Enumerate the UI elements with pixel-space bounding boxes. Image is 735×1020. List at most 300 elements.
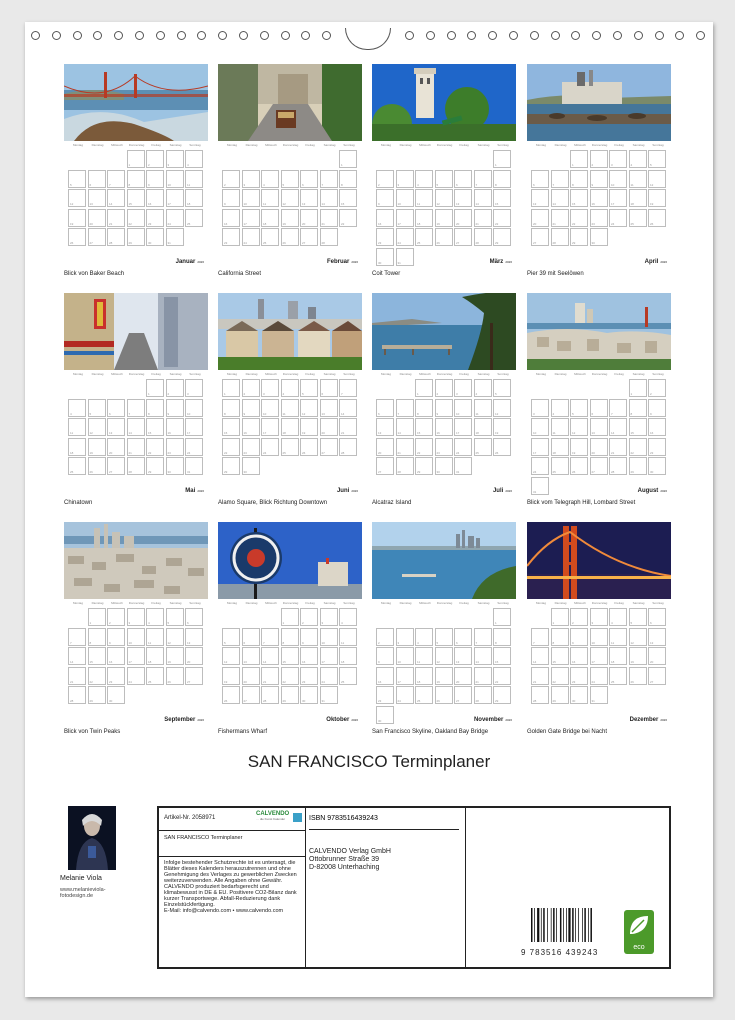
day-number: 22 bbox=[552, 679, 556, 684]
weekday-label: Dienstag bbox=[554, 372, 567, 376]
day-number: 15 bbox=[224, 431, 228, 435]
barcode-bar bbox=[543, 908, 545, 942]
month-photo bbox=[64, 64, 208, 141]
day-number: 13 bbox=[187, 640, 191, 645]
day-cell bbox=[261, 189, 279, 207]
day-cell bbox=[320, 189, 338, 207]
day-number: 25 bbox=[282, 450, 286, 455]
day-number: 12 bbox=[224, 660, 228, 664]
binding-ring bbox=[530, 31, 539, 40]
day-cell bbox=[242, 399, 260, 417]
day-number: 1 bbox=[495, 621, 497, 625]
day-number: 26 bbox=[282, 241, 286, 245]
day-number: 27 bbox=[591, 470, 595, 474]
weekday-label: Mittwoch bbox=[419, 601, 431, 605]
month-photo bbox=[372, 522, 516, 599]
day-cell bbox=[300, 686, 318, 704]
weekday-label: Freitag bbox=[151, 601, 161, 605]
day-cell bbox=[590, 628, 608, 646]
day-cell bbox=[531, 477, 549, 495]
day-number: 5 bbox=[436, 640, 439, 645]
photo-caption: Pier 39 mit Seelöwen bbox=[527, 271, 584, 277]
day-number: 6 bbox=[89, 182, 92, 187]
month-year: 2026 bbox=[505, 260, 512, 264]
day-number: 14 bbox=[533, 660, 537, 664]
weekday-label: Mittwoch bbox=[111, 601, 123, 605]
day-number: 22 bbox=[128, 221, 132, 226]
day-cell bbox=[376, 228, 394, 246]
day-number: 14 bbox=[611, 431, 615, 435]
day-number: 12 bbox=[70, 202, 74, 206]
day-number: 20 bbox=[243, 679, 247, 684]
binding-ring bbox=[177, 31, 186, 40]
weekday-label: Donnerstag bbox=[591, 372, 608, 376]
day-cell bbox=[570, 209, 588, 227]
day-number: 2 bbox=[436, 392, 439, 396]
day-cell bbox=[648, 628, 666, 646]
day-number: 30 bbox=[302, 699, 306, 703]
day-number: 7 bbox=[397, 411, 400, 416]
day-number: 5 bbox=[650, 163, 652, 167]
weekday-label: Montag bbox=[72, 601, 83, 605]
day-cell bbox=[570, 150, 588, 168]
day-cell bbox=[609, 608, 627, 626]
day-number: 17 bbox=[243, 221, 247, 226]
day-number: 26 bbox=[70, 241, 74, 245]
day-cell bbox=[570, 608, 588, 626]
weekday-label: Samstag bbox=[477, 372, 490, 376]
day-number: 17 bbox=[187, 431, 191, 435]
barcode-bar bbox=[537, 908, 539, 942]
day-number: 4 bbox=[417, 182, 419, 187]
day-number: 31 bbox=[321, 699, 325, 703]
day-cell bbox=[222, 228, 240, 246]
day-number: 12 bbox=[495, 411, 499, 416]
day-cell bbox=[185, 457, 203, 475]
imprint-calendar-title: SAN FRANCISCO Terminplaner bbox=[164, 835, 243, 841]
day-number: 23 bbox=[436, 450, 440, 455]
day-number: 9 bbox=[572, 640, 574, 645]
day-cell bbox=[68, 628, 86, 646]
weekday-label: Donnerstag bbox=[436, 601, 453, 605]
day-number: 21 bbox=[70, 679, 74, 684]
day-number: 7 bbox=[70, 640, 72, 645]
day-cell bbox=[107, 228, 125, 246]
photo-caption: Fishermans Wharf bbox=[218, 729, 268, 735]
day-cell bbox=[222, 647, 240, 665]
day-number: 28 bbox=[552, 241, 556, 245]
day-number: 5 bbox=[89, 411, 92, 416]
day-number: 14 bbox=[552, 202, 556, 206]
month-year: 2026 bbox=[197, 718, 204, 722]
day-cell bbox=[185, 150, 203, 168]
day-number: 18 bbox=[70, 450, 74, 455]
day-cell bbox=[261, 647, 279, 665]
day-number: 9 bbox=[148, 182, 150, 187]
day-number: 12 bbox=[436, 202, 440, 206]
weekday-label: Mittwoch bbox=[265, 372, 277, 376]
publisher-city: D-82008 Unterhaching bbox=[309, 864, 380, 871]
day-cell bbox=[493, 608, 511, 626]
day-cell bbox=[474, 379, 492, 397]
day-cell bbox=[107, 209, 125, 227]
day-number: 4 bbox=[611, 621, 613, 625]
weekday-label: Freitag bbox=[614, 372, 624, 376]
weekday-header bbox=[218, 372, 362, 378]
day-cell bbox=[629, 150, 647, 168]
day-cell bbox=[320, 209, 338, 227]
day-cell bbox=[88, 438, 106, 456]
weekday-label: Montag bbox=[535, 143, 546, 147]
day-number: 20 bbox=[89, 221, 93, 226]
day-number: 24 bbox=[611, 221, 615, 226]
day-cell bbox=[570, 189, 588, 207]
day-number: 10 bbox=[167, 182, 171, 187]
day-cell bbox=[107, 457, 125, 475]
day-number: 29 bbox=[572, 241, 576, 245]
day-number: 22 bbox=[630, 450, 634, 455]
barcode-bar bbox=[582, 908, 583, 942]
day-number: 15 bbox=[417, 431, 421, 435]
day-cell bbox=[281, 228, 299, 246]
day-number: 10 bbox=[533, 431, 537, 435]
day-cell bbox=[222, 170, 240, 188]
day-cell bbox=[590, 608, 608, 626]
weekday-label: Donnerstag bbox=[591, 601, 608, 605]
weekday-label: Samstag bbox=[323, 372, 336, 376]
day-cell bbox=[146, 438, 164, 456]
day-number: 20 bbox=[187, 660, 191, 664]
day-cell bbox=[493, 399, 511, 417]
weekday-label: Freitag bbox=[459, 372, 469, 376]
month-photo bbox=[64, 522, 208, 599]
day-number: 30 bbox=[109, 699, 113, 703]
day-cell bbox=[127, 418, 145, 436]
day-cell bbox=[531, 418, 549, 436]
day-number: 4 bbox=[417, 640, 419, 645]
artist-website: www.melanieviola- fotodesign.de bbox=[60, 887, 106, 899]
day-cell bbox=[570, 647, 588, 665]
day-cell bbox=[127, 228, 145, 246]
weekday-label: Samstag bbox=[632, 143, 645, 147]
binding-ring bbox=[467, 31, 476, 40]
day-number: 27 bbox=[378, 470, 382, 474]
day-number: 23 bbox=[148, 221, 152, 226]
day-number: 7 bbox=[475, 640, 478, 645]
day-cell bbox=[127, 189, 145, 207]
day-number: 8 bbox=[282, 640, 285, 645]
day-number: 8 bbox=[630, 411, 633, 416]
weekday-label: Dienstag bbox=[91, 601, 104, 605]
day-cell bbox=[551, 628, 569, 646]
day-cell bbox=[339, 608, 357, 626]
day-number: 12 bbox=[572, 431, 576, 435]
day-number: 20 bbox=[533, 221, 537, 226]
weekday-header bbox=[527, 372, 671, 378]
day-number: 4 bbox=[70, 411, 72, 416]
day-cell bbox=[88, 608, 106, 626]
day-cell bbox=[454, 647, 472, 665]
day-cell bbox=[166, 457, 184, 475]
day-cell bbox=[146, 379, 164, 397]
day-cell bbox=[185, 667, 203, 685]
day-cell bbox=[629, 608, 647, 626]
day-cell bbox=[166, 189, 184, 207]
day-cell bbox=[376, 189, 394, 207]
day-number: 26 bbox=[89, 470, 93, 474]
day-cell bbox=[320, 228, 338, 246]
day-number: 16 bbox=[378, 221, 382, 226]
day-number: 13 bbox=[533, 202, 537, 206]
day-cell bbox=[454, 628, 472, 646]
day-number: 30 bbox=[167, 470, 171, 474]
day-cell bbox=[127, 150, 145, 168]
day-number: 2 bbox=[243, 392, 246, 396]
day-number: 15 bbox=[552, 660, 556, 664]
day-number: 20 bbox=[456, 679, 460, 684]
day-number: 31 bbox=[187, 470, 191, 474]
day-number: 18 bbox=[148, 660, 152, 664]
brand-name: CALVENDO bbox=[256, 811, 290, 817]
day-number: 5 bbox=[167, 621, 170, 625]
day-cell bbox=[281, 170, 299, 188]
day-cell bbox=[185, 647, 203, 665]
day-number: 13 bbox=[302, 202, 306, 206]
day-number: 15 bbox=[148, 431, 152, 435]
day-number: 20 bbox=[302, 221, 306, 226]
day-number: 19 bbox=[436, 221, 440, 226]
day-number: 21 bbox=[552, 221, 556, 226]
day-number: 11 bbox=[417, 660, 421, 664]
weekday-header bbox=[527, 143, 671, 149]
weekday-label: Mittwoch bbox=[265, 143, 277, 147]
day-cell bbox=[629, 170, 647, 188]
day-number: 11 bbox=[475, 411, 479, 416]
day-cell bbox=[376, 399, 394, 417]
day-cell bbox=[107, 189, 125, 207]
month-photo bbox=[527, 522, 671, 599]
day-cell bbox=[474, 209, 492, 227]
day-number: 4 bbox=[263, 182, 265, 187]
day-cell bbox=[68, 228, 86, 246]
day-grid bbox=[222, 150, 358, 250]
day-cell bbox=[590, 150, 608, 168]
day-cell bbox=[281, 686, 299, 704]
day-number: 10 bbox=[263, 411, 267, 416]
day-cell bbox=[261, 399, 279, 417]
day-number: 20 bbox=[650, 660, 654, 664]
day-number: 21 bbox=[321, 221, 325, 226]
day-number: 21 bbox=[263, 679, 267, 684]
day-number: 24 bbox=[167, 221, 171, 226]
day-cell bbox=[222, 438, 240, 456]
day-number: 3 bbox=[456, 392, 458, 396]
day-cell bbox=[493, 379, 511, 397]
day-cell bbox=[590, 189, 608, 207]
day-cell bbox=[88, 418, 106, 436]
day-number: 19 bbox=[167, 660, 171, 664]
weekday-label: Mittwoch bbox=[111, 372, 123, 376]
day-number: 10 bbox=[321, 640, 325, 645]
day-cell bbox=[474, 647, 492, 665]
day-number: 9 bbox=[224, 202, 226, 206]
month-photo bbox=[527, 64, 671, 141]
day-number: 17 bbox=[167, 202, 171, 206]
day-cell bbox=[531, 399, 549, 417]
weekday-label: Dienstag bbox=[245, 601, 258, 605]
day-number: 26 bbox=[436, 241, 440, 245]
day-number: 14 bbox=[475, 660, 479, 664]
day-cell bbox=[127, 608, 145, 626]
day-number: 28 bbox=[341, 450, 345, 455]
isbn: ISBN 9783516439243 bbox=[309, 808, 459, 830]
day-cell bbox=[222, 379, 240, 397]
day-cell bbox=[454, 438, 472, 456]
day-cell bbox=[185, 379, 203, 397]
month-year: 2026 bbox=[660, 489, 667, 493]
day-cell bbox=[648, 209, 666, 227]
weekday-label: Montag bbox=[535, 372, 546, 376]
day-number: 24 bbox=[591, 679, 595, 684]
day-number: 20 bbox=[456, 221, 460, 226]
day-number: 23 bbox=[378, 241, 382, 245]
day-number: 4 bbox=[475, 392, 478, 396]
day-number: 17 bbox=[456, 431, 460, 435]
day-cell bbox=[339, 418, 357, 436]
day-cell bbox=[415, 418, 433, 436]
day-number: 25 bbox=[187, 221, 191, 226]
day-number: 4 bbox=[552, 411, 555, 416]
day-number: 13 bbox=[456, 660, 460, 664]
weekday-header bbox=[527, 601, 671, 607]
weekday-label: Montag bbox=[380, 143, 391, 147]
day-cell bbox=[242, 457, 260, 475]
day-cell bbox=[474, 399, 492, 417]
day-cell bbox=[300, 667, 318, 685]
day-cell bbox=[376, 418, 394, 436]
day-cell bbox=[531, 667, 549, 685]
day-number: 19 bbox=[224, 679, 228, 684]
day-number: 27 bbox=[650, 679, 654, 684]
weekday-label: Freitag bbox=[151, 372, 161, 376]
weekday-label: Montag bbox=[380, 601, 391, 605]
day-number: 19 bbox=[89, 450, 93, 455]
day-cell bbox=[570, 686, 588, 704]
day-cell bbox=[629, 189, 647, 207]
day-number: 24 bbox=[533, 470, 537, 474]
day-number: 15 bbox=[630, 431, 634, 435]
day-number: 16 bbox=[224, 221, 228, 226]
month-name: Februar 2026 bbox=[326, 259, 358, 265]
article-row bbox=[159, 808, 305, 831]
barcode-bar bbox=[578, 908, 579, 942]
day-number: 11 bbox=[263, 202, 267, 206]
day-cell bbox=[376, 647, 394, 665]
day-number: 28 bbox=[475, 241, 479, 245]
day-cell bbox=[320, 379, 338, 397]
day-number: 2 bbox=[572, 621, 574, 625]
day-cell bbox=[107, 608, 125, 626]
day-cell bbox=[435, 170, 453, 188]
day-cell bbox=[493, 686, 511, 704]
day-number: 15 bbox=[572, 202, 576, 206]
barcode-bar bbox=[551, 908, 552, 942]
article-number: Artikel-Nr. 2058971 bbox=[164, 815, 216, 821]
day-cell bbox=[376, 686, 394, 704]
day-number: 8 bbox=[495, 640, 497, 645]
day-cell bbox=[320, 647, 338, 665]
day-number: 16 bbox=[148, 202, 152, 206]
day-cell bbox=[281, 628, 299, 646]
weekday-label: Sonntag bbox=[343, 143, 355, 147]
weekday-label: Dienstag bbox=[399, 601, 412, 605]
day-cell bbox=[609, 209, 627, 227]
day-number: 1 bbox=[417, 392, 419, 396]
day-number: 20 bbox=[109, 450, 113, 455]
day-cell bbox=[590, 457, 608, 475]
day-cell bbox=[551, 667, 569, 685]
day-number: 4 bbox=[282, 392, 285, 396]
day-cell bbox=[493, 150, 511, 168]
day-number: 17 bbox=[397, 679, 401, 684]
day-number: 5 bbox=[495, 392, 497, 396]
weekday-label: Sonntag bbox=[189, 372, 201, 376]
day-cell bbox=[570, 399, 588, 417]
day-cell bbox=[396, 457, 414, 475]
day-cell bbox=[415, 686, 433, 704]
day-cell bbox=[648, 170, 666, 188]
day-number: 3 bbox=[611, 163, 613, 167]
weekday-label: Samstag bbox=[169, 601, 182, 605]
day-number: 16 bbox=[243, 431, 247, 435]
day-cell bbox=[88, 189, 106, 207]
day-cell bbox=[146, 457, 164, 475]
day-number: 5 bbox=[572, 411, 574, 416]
day-cell bbox=[570, 457, 588, 475]
day-number: 10 bbox=[128, 640, 132, 645]
day-number: 5 bbox=[70, 182, 72, 187]
day-number: 11 bbox=[148, 640, 152, 645]
day-cell bbox=[629, 379, 647, 397]
weekday-label: Freitag bbox=[614, 601, 624, 605]
day-cell bbox=[435, 399, 453, 417]
day-cell bbox=[222, 628, 240, 646]
day-number: 27 bbox=[89, 241, 93, 245]
day-cell bbox=[376, 667, 394, 685]
day-number: 3 bbox=[263, 392, 265, 396]
day-cell bbox=[493, 209, 511, 227]
day-number: 30 bbox=[243, 470, 247, 474]
day-number: 7 bbox=[321, 182, 324, 187]
hanger-notch bbox=[345, 28, 391, 50]
month-year: 2026 bbox=[351, 260, 358, 264]
day-number: 2 bbox=[378, 182, 380, 187]
weekday-label: Freitag bbox=[305, 601, 315, 605]
day-number: 6 bbox=[109, 411, 111, 416]
day-cell bbox=[531, 628, 549, 646]
day-cell bbox=[454, 667, 472, 685]
binding-ring bbox=[322, 31, 331, 40]
day-number: 6 bbox=[187, 621, 189, 625]
day-cell bbox=[339, 438, 357, 456]
month-name: April 2026 bbox=[644, 259, 667, 265]
day-cell bbox=[320, 399, 338, 417]
binding-ring bbox=[405, 31, 414, 40]
day-number: 13 bbox=[109, 431, 113, 435]
day-cell bbox=[261, 628, 279, 646]
day-number: 20 bbox=[378, 450, 382, 455]
day-number: 11 bbox=[552, 431, 556, 435]
